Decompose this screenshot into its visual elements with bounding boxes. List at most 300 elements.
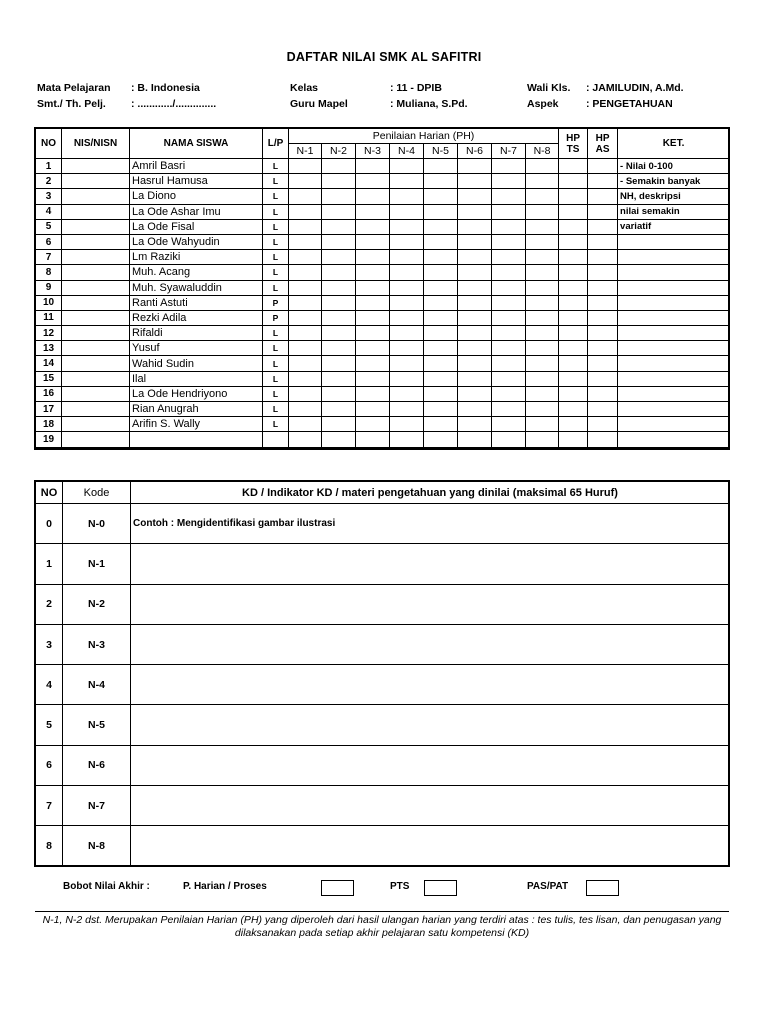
score-cell-n3[interactable] [356, 265, 390, 280]
gender-cell: L [263, 386, 289, 401]
row-no: 5 [36, 219, 62, 234]
score-cell-n5[interactable] [424, 219, 458, 234]
ket-cell [618, 326, 730, 341]
score-cell-n2[interactable] [322, 265, 356, 280]
score-cell-n4[interactable] [390, 265, 424, 280]
score-cell-n8[interactable] [526, 310, 559, 325]
hpts-cell[interactable] [559, 174, 588, 189]
nis-cell[interactable] [62, 356, 130, 371]
hpts-cell[interactable] [559, 280, 588, 295]
hpts-cell[interactable] [559, 265, 588, 280]
score-cell-n2[interactable] [322, 174, 356, 189]
nis-cell[interactable] [62, 265, 130, 280]
score-cell-n3[interactable] [356, 326, 390, 341]
hpas-cell[interactable] [588, 265, 618, 280]
kd-row-no: 1 [36, 544, 63, 584]
hpts-cell[interactable] [559, 371, 588, 386]
score-cell-n6[interactable] [458, 250, 492, 265]
row-no: 17 [36, 402, 62, 417]
score-cell-n3[interactable] [356, 432, 390, 447]
score-cell-n8[interactable] [526, 265, 559, 280]
ket-cell: NH, deskripsi [618, 189, 730, 204]
kd-row-kode: N-7 [63, 786, 131, 826]
score-cell-n3[interactable] [356, 310, 390, 325]
score-cell-n6[interactable] [458, 417, 492, 432]
score-cell-n1[interactable] [289, 341, 322, 356]
students-table [35, 128, 730, 448]
table-row [36, 265, 730, 280]
kelas-label: Kelas [290, 82, 319, 94]
hpas-cell[interactable] [588, 174, 618, 189]
score-cell-n7[interactable] [492, 371, 526, 386]
score-cell-n7[interactable] [492, 402, 526, 417]
score-cell-n5[interactable] [424, 295, 458, 310]
kd-row-no: 0 [36, 504, 63, 544]
score-cell-n4[interactable] [390, 341, 424, 356]
kd-col-kd-header: KD / Indikator KD / materi pengetahuan yang dinilai (maksimal 65 Huruf) [131, 482, 730, 504]
score-cell-n8[interactable] [526, 219, 559, 234]
score-cell-n1[interactable] [289, 280, 322, 295]
hpts-cell[interactable] [559, 356, 588, 371]
ph-col-header: N-8 [526, 144, 559, 159]
row-no: 7 [36, 250, 62, 265]
score-cell-n7[interactable] [492, 356, 526, 371]
hpas-cell[interactable] [588, 219, 618, 234]
row-no: 12 [36, 326, 62, 341]
table-row [36, 219, 730, 234]
score-cell-n1[interactable] [289, 371, 322, 386]
score-cell-n7[interactable] [492, 204, 526, 219]
score-cell-n4[interactable] [390, 174, 424, 189]
kelas-value: : 11 - DPIB [390, 82, 442, 94]
score-cell-n2[interactable] [322, 326, 356, 341]
gender-cell: L [263, 341, 289, 356]
score-cell-n6[interactable] [458, 219, 492, 234]
hpas-cell[interactable] [588, 159, 618, 174]
score-cell-n2[interactable] [322, 250, 356, 265]
score-cell-n2[interactable] [322, 432, 356, 447]
score-cell-n3[interactable] [356, 174, 390, 189]
score-cell-n7[interactable] [492, 159, 526, 174]
score-cell-n6[interactable] [458, 189, 492, 204]
col-hpts-header: HP TS [559, 129, 588, 159]
score-cell-n7[interactable] [492, 219, 526, 234]
kd-row [36, 544, 730, 584]
score-cell-n3[interactable] [356, 204, 390, 219]
score-cell-n2[interactable] [322, 356, 356, 371]
kd-description[interactable] [131, 745, 730, 785]
hpts-cell[interactable] [559, 234, 588, 249]
page-title: DAFTAR NILAI SMK AL SAFITRI [286, 50, 482, 64]
score-cell-n6[interactable] [458, 280, 492, 295]
score-cell-n1[interactable] [289, 402, 322, 417]
score-cell-n3[interactable] [356, 371, 390, 386]
score-cell-n4[interactable] [390, 417, 424, 432]
gender-cell [263, 432, 289, 447]
score-cell-n8[interactable] [526, 234, 559, 249]
score-cell-n6[interactable] [458, 295, 492, 310]
nis-cell[interactable] [62, 386, 130, 401]
score-cell-n2[interactable] [322, 295, 356, 310]
guru-label: Guru Mapel [290, 98, 348, 110]
student-name: Amril Basri [130, 159, 263, 174]
score-cell-n8[interactable] [526, 280, 559, 295]
score-cell-n7[interactable] [492, 280, 526, 295]
score-cell-n5[interactable] [424, 356, 458, 371]
gender-cell: L [263, 356, 289, 371]
score-cell-n1[interactable] [289, 432, 322, 447]
hpts-cell[interactable] [559, 402, 588, 417]
hpas-cell[interactable] [588, 402, 618, 417]
student-name: La Ode Ashar Imu [130, 204, 263, 219]
col-hpas-header: HP AS [588, 129, 618, 159]
gender-cell: L [263, 159, 289, 174]
score-cell-n3[interactable] [356, 280, 390, 295]
score-cell-n4[interactable] [390, 356, 424, 371]
score-cell-n3[interactable] [356, 356, 390, 371]
score-cell-n2[interactable] [322, 280, 356, 295]
score-cell-n6[interactable] [458, 204, 492, 219]
footnote: N-1, N-2 dst. Merupakan Penilaian Harian (PH) yang diperoleh dari hasil ulangan harian yang terdiri atas : tes tulis, tes lisan, dan penugasan yang dilaksanakan pada setiap akhir pelajaran satu kompetensi (KD) [42, 914, 722, 939]
score-cell-n3[interactable] [356, 189, 390, 204]
nis-cell[interactable] [62, 250, 130, 265]
hpts-cell[interactable] [559, 159, 588, 174]
hpts-cell[interactable] [559, 386, 588, 401]
score-cell-n1[interactable] [289, 265, 322, 280]
col-nis-header: NIS/NISN [62, 129, 130, 159]
student-name: Ranti Astuti [130, 295, 263, 310]
hpas-cell[interactable] [588, 189, 618, 204]
score-cell-n4[interactable] [390, 219, 424, 234]
score-cell-n5[interactable] [424, 417, 458, 432]
score-cell-n8[interactable] [526, 174, 559, 189]
score-cell-n7[interactable] [492, 250, 526, 265]
score-cell-n3[interactable] [356, 295, 390, 310]
score-cell-n8[interactable] [526, 341, 559, 356]
score-cell-n8[interactable] [526, 417, 559, 432]
kd-row-no: 4 [36, 665, 63, 705]
score-cell-n8[interactable] [526, 432, 559, 447]
hpas-cell[interactable] [588, 234, 618, 249]
score-cell-n5[interactable] [424, 265, 458, 280]
score-cell-n8[interactable] [526, 326, 559, 341]
ph-col-header: N-6 [458, 144, 492, 159]
nis-cell[interactable] [62, 341, 130, 356]
hpas-cell[interactable] [588, 204, 618, 219]
score-cell-n4[interactable] [390, 432, 424, 447]
bobot-harian-input[interactable] [321, 880, 354, 896]
kd-row-no: 7 [36, 786, 63, 826]
hpts-cell[interactable] [559, 417, 588, 432]
score-cell-n4[interactable] [390, 386, 424, 401]
row-no: 3 [36, 189, 62, 204]
score-cell-n8[interactable] [526, 295, 559, 310]
score-cell-n8[interactable] [526, 371, 559, 386]
score-cell-n3[interactable] [356, 417, 390, 432]
score-cell-n7[interactable] [492, 432, 526, 447]
footnote-divider [35, 911, 729, 912]
nis-cell[interactable] [62, 326, 130, 341]
score-cell-n1[interactable] [289, 189, 322, 204]
score-cell-n6[interactable] [458, 432, 492, 447]
score-cell-n6[interactable] [458, 371, 492, 386]
table-row [36, 310, 730, 325]
hpts-cell[interactable] [559, 310, 588, 325]
kd-col-no-header: NO [36, 482, 63, 504]
score-cell-n2[interactable] [322, 402, 356, 417]
ket-cell: variatif [618, 219, 730, 234]
score-cell-n5[interactable] [424, 341, 458, 356]
hpas-cell[interactable] [588, 371, 618, 386]
score-cell-n4[interactable] [390, 402, 424, 417]
ket-cell [618, 417, 730, 432]
table-row [36, 356, 730, 371]
score-cell-n8[interactable] [526, 402, 559, 417]
score-cell-n4[interactable] [390, 280, 424, 295]
score-cell-n2[interactable] [322, 371, 356, 386]
nis-cell[interactable] [62, 295, 130, 310]
kd-row-kode: N-4 [63, 665, 131, 705]
nis-cell[interactable] [62, 234, 130, 249]
row-no: 4 [36, 204, 62, 219]
student-name: La Ode Hendriyono [130, 386, 263, 401]
score-cell-n5[interactable] [424, 159, 458, 174]
kd-description[interactable] [131, 584, 730, 624]
score-cell-n3[interactable] [356, 234, 390, 249]
score-cell-n4[interactable] [390, 250, 424, 265]
hpts-cell[interactable] [559, 432, 588, 447]
bobot-pts-input[interactable] [424, 880, 457, 896]
score-cell-n6[interactable] [458, 326, 492, 341]
hpts-cell[interactable] [559, 295, 588, 310]
score-cell-n4[interactable] [390, 159, 424, 174]
score-cell-n2[interactable] [322, 219, 356, 234]
score-cell-n8[interactable] [526, 204, 559, 219]
nis-cell[interactable] [62, 371, 130, 386]
score-cell-n4[interactable] [390, 310, 424, 325]
student-name: La Diono [130, 189, 263, 204]
hpts-cell[interactable] [559, 219, 588, 234]
score-cell-n1[interactable] [289, 204, 322, 219]
ket-cell [618, 234, 730, 249]
score-cell-n7[interactable] [492, 234, 526, 249]
kd-row-kode: N-1 [63, 544, 131, 584]
bobot-pas-input[interactable] [586, 880, 619, 896]
gender-cell: L [263, 250, 289, 265]
student-name: Yusuf [130, 341, 263, 356]
score-cell-n8[interactable] [526, 356, 559, 371]
score-cell-n2[interactable] [322, 417, 356, 432]
nis-cell[interactable] [62, 280, 130, 295]
hpts-cell[interactable] [559, 204, 588, 219]
score-cell-n8[interactable] [526, 386, 559, 401]
hpts-cell[interactable] [559, 341, 588, 356]
score-cell-n5[interactable] [424, 204, 458, 219]
kd-description[interactable] [131, 786, 730, 826]
nis-cell[interactable] [62, 219, 130, 234]
score-cell-n2[interactable] [322, 386, 356, 401]
score-cell-n5[interactable] [424, 371, 458, 386]
score-cell-n4[interactable] [390, 295, 424, 310]
score-cell-n5[interactable] [424, 280, 458, 295]
score-cell-n3[interactable] [356, 386, 390, 401]
score-cell-n6[interactable] [458, 159, 492, 174]
score-cell-n2[interactable] [322, 189, 356, 204]
score-cell-n1[interactable] [289, 386, 322, 401]
kd-row-kode: N-0 [63, 504, 131, 544]
table-row [36, 174, 730, 189]
score-cell-n5[interactable] [424, 250, 458, 265]
score-cell-n3[interactable] [356, 159, 390, 174]
score-cell-n3[interactable] [356, 250, 390, 265]
score-cell-n1[interactable] [289, 234, 322, 249]
score-cell-n6[interactable] [458, 341, 492, 356]
score-cell-n4[interactable] [390, 234, 424, 249]
hpas-cell[interactable] [588, 310, 618, 325]
score-cell-n4[interactable] [390, 371, 424, 386]
score-cell-n1[interactable] [289, 356, 322, 371]
score-cell-n2[interactable] [322, 234, 356, 249]
nis-cell[interactable] [62, 204, 130, 219]
score-cell-n1[interactable] [289, 219, 322, 234]
kd-description[interactable] [131, 544, 730, 584]
gender-cell: P [263, 295, 289, 310]
gender-cell: P [263, 310, 289, 325]
kd-row-no: 5 [36, 705, 63, 745]
kd-description[interactable] [131, 665, 730, 705]
student-name: Hasrul Hamusa [130, 174, 263, 189]
gender-cell: L [263, 204, 289, 219]
score-cell-n6[interactable] [458, 356, 492, 371]
nis-cell[interactable] [62, 310, 130, 325]
score-cell-n7[interactable] [492, 341, 526, 356]
score-cell-n6[interactable] [458, 174, 492, 189]
table-row [36, 280, 730, 295]
nis-cell[interactable] [62, 189, 130, 204]
row-no: 1 [36, 159, 62, 174]
kd-description[interactable] [131, 624, 730, 664]
gender-cell: L [263, 189, 289, 204]
hpas-cell[interactable] [588, 341, 618, 356]
score-cell-n4[interactable] [390, 326, 424, 341]
score-cell-n7[interactable] [492, 174, 526, 189]
row-no: 16 [36, 386, 62, 401]
kd-row-kode: N-3 [63, 624, 131, 664]
score-cell-n5[interactable] [424, 189, 458, 204]
score-cell-n2[interactable] [322, 310, 356, 325]
kd-description[interactable]: Contoh : Mengidentifikasi gambar ilustrasi [131, 504, 730, 544]
score-cell-n5[interactable] [424, 402, 458, 417]
hpas-cell[interactable] [588, 417, 618, 432]
gender-cell: L [263, 174, 289, 189]
score-cell-n6[interactable] [458, 310, 492, 325]
score-cell-n3[interactable] [356, 341, 390, 356]
hpts-cell[interactable] [559, 250, 588, 265]
ket-cell [618, 432, 730, 447]
nis-cell[interactable] [62, 174, 130, 189]
ph-col-header: N-7 [492, 144, 526, 159]
hpas-cell[interactable] [588, 356, 618, 371]
student-name: Lm Raziki [130, 250, 263, 265]
hpts-cell[interactable] [559, 326, 588, 341]
score-cell-n7[interactable] [492, 417, 526, 432]
nis-cell[interactable] [62, 432, 130, 447]
kd-row [36, 624, 730, 664]
kd-row [36, 665, 730, 705]
score-cell-n3[interactable] [356, 219, 390, 234]
score-cell-n7[interactable] [492, 265, 526, 280]
score-cell-n2[interactable] [322, 159, 356, 174]
score-cell-n5[interactable] [424, 386, 458, 401]
student-name: Muh. Acang [130, 265, 263, 280]
score-cell-n7[interactable] [492, 189, 526, 204]
ket-cell [618, 295, 730, 310]
score-cell-n5[interactable] [424, 326, 458, 341]
score-cell-n6[interactable] [458, 386, 492, 401]
row-no: 11 [36, 310, 62, 325]
kd-description[interactable] [131, 705, 730, 745]
kd-row-no: 8 [36, 826, 63, 866]
score-cell-n7[interactable] [492, 310, 526, 325]
score-cell-n5[interactable] [424, 310, 458, 325]
score-cell-n6[interactable] [458, 265, 492, 280]
score-cell-n8[interactable] [526, 159, 559, 174]
score-cell-n7[interactable] [492, 386, 526, 401]
score-cell-n2[interactable] [322, 341, 356, 356]
hpts-cell[interactable] [559, 189, 588, 204]
score-cell-n1[interactable] [289, 250, 322, 265]
score-cell-n5[interactable] [424, 234, 458, 249]
col-nama-header: NAMA SISWA [130, 129, 263, 159]
score-cell-n4[interactable] [390, 189, 424, 204]
kd-description[interactable] [131, 826, 730, 866]
nis-cell[interactable] [62, 417, 130, 432]
score-cell-n8[interactable] [526, 250, 559, 265]
hpas-cell[interactable] [588, 386, 618, 401]
student-name [130, 432, 263, 447]
score-cell-n8[interactable] [526, 189, 559, 204]
score-cell-n5[interactable] [424, 174, 458, 189]
student-name: Arifin S. Wally [130, 417, 263, 432]
table-row [36, 371, 730, 386]
hpas-cell[interactable] [588, 280, 618, 295]
score-cell-n1[interactable] [289, 159, 322, 174]
score-cell-n6[interactable] [458, 402, 492, 417]
score-cell-n7[interactable] [492, 326, 526, 341]
score-cell-n2[interactable] [322, 204, 356, 219]
score-cell-n1[interactable] [289, 326, 322, 341]
table-row [36, 295, 730, 310]
score-cell-n1[interactable] [289, 417, 322, 432]
score-cell-n5[interactable] [424, 432, 458, 447]
nis-cell[interactable] [62, 159, 130, 174]
score-cell-n6[interactable] [458, 234, 492, 249]
hpas-cell[interactable] [588, 295, 618, 310]
nis-cell[interactable] [62, 402, 130, 417]
score-cell-n3[interactable] [356, 402, 390, 417]
score-cell-n7[interactable] [492, 295, 526, 310]
hpas-cell[interactable] [588, 432, 618, 447]
score-cell-n1[interactable] [289, 310, 322, 325]
score-cell-n1[interactable] [289, 295, 322, 310]
hpas-cell[interactable] [588, 250, 618, 265]
score-cell-n4[interactable] [390, 204, 424, 219]
score-cell-n1[interactable] [289, 174, 322, 189]
bobot-label: Bobot Nilai Akhir : [63, 881, 150, 892]
table-row [36, 204, 730, 219]
row-no: 2 [36, 174, 62, 189]
hpas-cell[interactable] [588, 326, 618, 341]
